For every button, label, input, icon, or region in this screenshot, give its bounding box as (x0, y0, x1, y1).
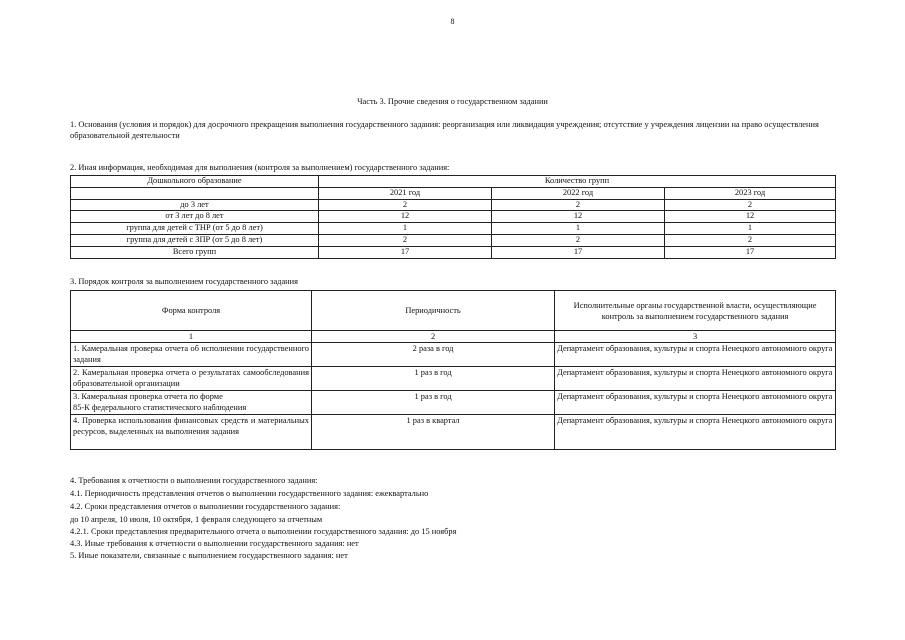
cell-value: 12 (665, 211, 836, 223)
cell-value: 1 (665, 223, 836, 235)
section-5: 5. Иные показатели, связанные с выполнением государственного задания: нет (70, 551, 348, 560)
control-organ: Департамент образования, культуры и спорта Ненецкого автономного округа (555, 391, 836, 415)
page-number: 8 (450, 17, 455, 26)
table-row (71, 246, 836, 258)
cell-value: 1 (492, 223, 665, 235)
periodicity: 1 раз в год (311, 367, 554, 391)
cell-value: 12 (492, 211, 665, 223)
cell-value: 17 (319, 246, 492, 258)
row-label: группа для детей с ТНР (от 5 до 8 лет) (71, 223, 319, 235)
cell-value: 1 (319, 223, 492, 235)
control-table (70, 290, 836, 450)
table-row (71, 391, 836, 415)
cell-value: 2 (319, 199, 492, 211)
empty-cell (71, 187, 319, 199)
control-form (71, 391, 312, 415)
year-header: 2021 год (319, 187, 492, 199)
groups-table (70, 175, 836, 259)
year-header: 2023 год (665, 187, 836, 199)
section-4-2: 4.2. Сроки представления отчетов о выполнении государственного задания: (70, 502, 341, 511)
cell-value: 12 (319, 211, 492, 223)
section-4-3: 4.3. Иные требования к отчетности о выполнении государственного задания: нет (70, 539, 359, 548)
table-row (71, 199, 836, 211)
section-2-title: 2. Иная информация, необходимая для выполнения (контроля за выполнением) государственного задания: (70, 163, 450, 172)
control-form-line: 3. Камеральная проверка отчета по форме (73, 392, 223, 401)
table-row (71, 343, 836, 367)
cell-value: 17 (665, 246, 836, 258)
cell-value: 2 (319, 234, 492, 246)
periodicity: 2 раза в год (311, 343, 554, 367)
header-control-organs: Исполнительные органы государственной власти, осуществляющие контроль за выполнением государственного задания (555, 291, 836, 331)
table-row (71, 234, 836, 246)
column-number: 1 (71, 331, 312, 343)
table-row (71, 367, 836, 391)
section-1-text: 1. Основания (условия и порядок) для досрочного прекращения выполнения государственного задания: реорганизация или ликвидация учреждения; отсутствие у учреждения лицензии на право осуществления образовательной деятельности (70, 120, 819, 140)
periodicity: 1 раз в год (311, 391, 554, 415)
control-organ: Департамент образования, культуры и спорта Ненецкого автономного округа (555, 343, 836, 367)
cell-value: 2 (492, 199, 665, 211)
control-form: 4. Проверка использования финансовых средств и материальных ресурсов, выделенных на выполнения задания (71, 415, 312, 450)
row-label: Всего групп (71, 246, 319, 258)
header-control-form: Форма контроля (71, 291, 312, 331)
section-3-title: 3. Порядок контроля за выполнением государственного задания (70, 277, 298, 286)
cell-value: 2 (665, 199, 836, 211)
control-organ: Департамент образования, культуры и спорта Ненецкого автономного округа (555, 367, 836, 391)
periodicity: 1 раз в квартал (311, 415, 554, 450)
control-form: 2. Камеральная проверка отчета о результатах самообследования образовательной организации (71, 367, 312, 391)
col-header-preschool: Дошкольного образование (71, 176, 319, 188)
column-number: 2 (311, 331, 554, 343)
section-4-title: 4. Требования к отчетности о выполнении государственного задания: (70, 476, 318, 485)
year-header: 2022 год (492, 187, 665, 199)
group-count-header: Количество групп (319, 176, 836, 188)
section-4-2-dates: до 10 апреля, 10 июля, 10 октября, 1 февраля следующего за отчетным (70, 515, 323, 524)
row-label: группа для детей с ЗПР (от 5 до 8 лет) (71, 234, 319, 246)
cell-value: 2 (492, 234, 665, 246)
row-label: до 3 лет (71, 199, 319, 211)
control-organ: Департамент образования, культуры и спорта Ненецкого автономного округа (555, 415, 836, 450)
table-row (71, 211, 836, 223)
row-label: от 3 лет до 8 лет (71, 211, 319, 223)
section-4-2-1: 4.2.1. Сроки представления предварительного отчета о выполнении государственного задания: до 15 ноября (70, 527, 457, 536)
table-row (71, 415, 836, 450)
cell-value: 2 (665, 234, 836, 246)
column-number: 3 (555, 331, 836, 343)
part-title: Часть 3. Прочие сведения о государственном задании (357, 97, 548, 106)
table-row (71, 223, 836, 235)
control-form-line: 85-К федерального статистического наблюдения (73, 403, 247, 412)
header-periodicity: Периодичность (311, 291, 554, 331)
cell-value: 17 (492, 246, 665, 258)
control-form: 1. Камеральная проверка отчета об исполнении государственного задания (71, 343, 312, 367)
section-4-1: 4.1. Периодичность представления отчетов о выполнении государственного задания: ежеквартально (70, 489, 429, 498)
